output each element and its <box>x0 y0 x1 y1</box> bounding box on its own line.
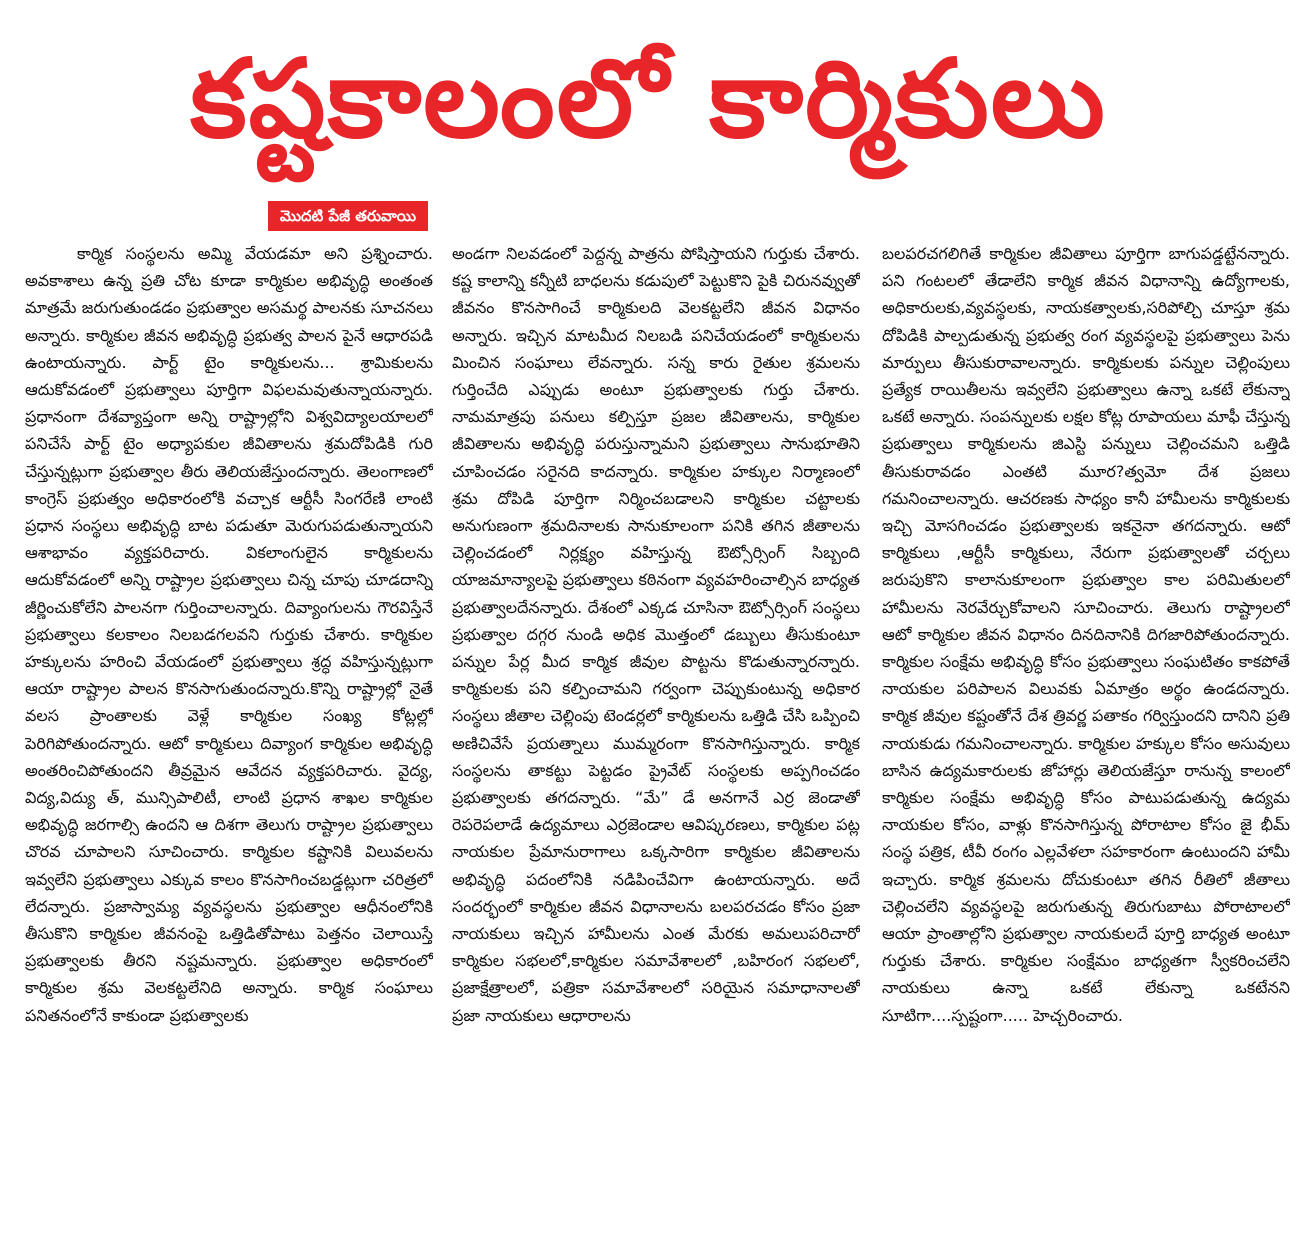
article-column-1 <box>25 240 433 1240</box>
column-text: బలపరచగలిగితే కార్మికుల జీవితాలు పూర్తిగా బాగుపడ్డట్టేనన్నారు. పని గంటలలో తేడాలేని కార్మిక జీవన విధానాన్ని ఉద్యోగాలకు, అధికారులకు,వ్యవస్థలకు, నాయకత్వాలకు,సరిపోల్చి చూస్తూ శ్రమ దోపిడికి పాల్పడుతున్న ప్రభుత్వ రంగ వ్యవస్థలపై ప్రభుత్వాలు పెను మార్పులు తీసుకురావాలన్నారు. కార్మికులకు పన్నుల చెల్లింపులు ప్రత్యేక రాయితీలను ఇవ్వలేని ప్రభుత్వాలు ఉన్నా ఒకటే లేకున్నా ఒకటే అన్నారు. సంపన్నులకు లక్షల కోట్ల రూపాయలు మాఫీ చేస్తున్న ప్రభుత్వాలు కార్మికులను జిఎస్టి పన్నులు చెల్లించమని ఒత్తిడి తీసుకురావడం ఎంతటి మూర?త్వమో దేశ ప్రజలు గమనించాలన్నారు. ఆచరణకు సాధ్యం కానీ హామీలను కార్మికులకు ఇచ్చి మోసగించడం ప్రభుత్వాలకు ఇకనైనా తగదన్నారు. ఆటో కార్మికులు ,ఆర్టీసీ కార్మికులు, నేరుగా ప్రభుత్వాలతో చర్చలు జరుపుకొని కాలానుకూలంగా ప్రభుత్వాల కాల పరిమితులలో హామీలను నెరవేర్చుకోవాలని సూచించారు. తెలుగు రాష్ట్రాలలో ఆటో కార్మికుల జీవన విధానం దినదినానికి దిగజారిపోతుందన్నారు. కార్మికుల సంక్షేమ అభివృద్ధి కోసం ప్రభుత్వాలు సంఘటితం కాకపోతే నాయకుల పరిపాలన విలువకు ఏమాత్రం అర్థం ఉండదన్నారు. కార్మిక జీవుల కష్టంతోనే దేశ త్రివర్ణ పతాకం గర్విస్తుందని దానిని ప్రతి నాయకుడు గమనించాలన్నారు. కార్మికుల హక్కుల కోసం అసువులు బాసిన ఉద్యమకారులకు జోహార్లు తెలియజేస్తూ రానున్న కాలంలో కార్మికుల సంక్షేమ అభివృద్ధి కోసం పాటుపడుతున్న ఉద్యమ నాయకుల కోసం, వాళ్లు కొనసాగిస్తున్న పోరాటాల కోసం జై భీమ్ సంస్థ పత్రిక, టీవీ రంగం ఎల్లవేళలా సహకారంగా ఉంటుందని హామీ ఇచ్చారు. కార్మిక శ్రమలను దోచుకుంటూ తగిన రీతిలో జీతాలు చెల్లించలేని వ్యవస్థలపై జరుగుతున్న తిరుగుబాటు పోరాటాలలో ఆయా ప్రాంతాల్లోని ప్రభుత్వాల నాయకులదే పూర్తి బాధ్యత అంటూ గుర్తుకు చేశారు. కార్మికుల సంక్షేమం బాధ్యతగా స్వీకరించలేని నాయకులు ఉన్నా ఒకటే లేకున్నా ఒకటేనని సూటిగా....స్పష్టంగా..... హెచ్చరించారు. <box>882 244 1290 1025</box>
headline: కష్టకాలంలో కార్మికులు <box>190 37 1107 162</box>
column-text: అండగా నిలవడంలో పెద్దన్న పాత్రను పోషిస్తాయని గుర్తుకు చేశారు. కష్ట కాలాన్ని కన్నీటి బాధలను కడుపులో పెట్టుకొని పైకి చిరునవ్వుతో జీవనం కొనసాగించే కార్మికులది వెలకట్టలేని జీవన విధానం అన్నారు. ఇచ్చిన మాటమీద నిలబడి పనిచేయడంలో కార్మికులను మించిన సంఘాలు లేవన్నారు. సన్న కారు రైతుల శ్రమలను గుర్తించేది ఎప్పుడు అంటూ ప్రభుత్వాలకు గుర్తు చేశారు. నామమాత్రపు పనులు కల్పిస్తూ ప్రజల జీవితాలను, కార్మికుల జీవితాలను అభివృద్ధి పరుస్తున్నామని ప్రభుత్వాలు సానుభూతిని చూపించడం సరైనది కాదన్నారు. కార్మికుల హక్కుల నిర్మాణంలో శ్రమ దోపిడి పూర్తిగా నిర్మించబడాలని కార్మికుల చట్టాలకు అనుగుణంగా శ్రమదినాలకు సానుకూలంగా పనికి తగిన జీతాలను చెల్లించడంలో నిర్లక్ష్యం వహిస్తున్న ఔట్సోర్సింగ్ సిబ్బంది యాజమాన్యాలపై ప్రభుత్వాలు కఠినంగా వ్యవహరించాల్సిన బాధ్యత ప్రభుత్వాలదేనన్నారు. దేశంలో ఎక్కడ చూసినా ఔట్సోర్సింగ్ సంస్థలు ప్రభుత్వాల దగ్గర నుండి అధిక మొత్తంలో డబ్బులు తీసుకుంటూ పన్నుల పేర్ల మీద కార్మిక జీవుల పొట్టను కొడుతున్నారన్నారు. కార్మికులకు పని కల్పించామని గర్వంగా చెప్పుకుంటున్న అధికార సంస్థలు జీతాల చెల్లింపు టెండర్లలో కార్మికులను ఒత్తిడి చేసి ఒప్పించి అణిచివేసే ప్రయత్నాలు ముమ్మరంగా కొనసాగిస్తున్నారు. కార్మిక సంస్థలను తాకట్టు పెట్టడం ప్రైవేట్ సంస్థలకు అప్పగించడం ప్రభుత్వాలకు తగదన్నారు. “మే” డే అనగానే ఎర్ర జెండాతో రెపరెపలాడే ఉద్యమాలు ఎర్రజెండాల ఆవిష్కరణలు, కార్మికుల పట్ల నాయకుల ప్రేమానురాగాలు ఒక్కసారిగా కార్మికుల జీవితాలను అభివృద్ధి పదంలోనికి నడిపించేవిగా ఉంటాయన్నారు. అదే సందర్భంలో కార్మికుల జీవన విధానాలను బలపరచడం కోసం ప్రజా నాయకులు ఇచ్చిన హామీలను ఎంత మేరకు అమలుపరిచారో కార్మికుల సభలలో,కార్మికుల సమావేశాలలో ,బహిరంగ సభలలో, ప్రజాక్షేత్రాలలో, పత్రికా సమావేశాలలో సరియైన సమాధానాలతో ప్రజా నాయకులు ఆధారాలను <box>452 244 860 1025</box>
article-column-2 <box>452 240 860 1240</box>
continued-label: మొదటి పేజీ తరువాయి <box>268 201 428 231</box>
article-column-3 <box>882 240 1290 1240</box>
column-text: కార్మిక సంస్థలను అమ్మి వేయడమా అని ప్రశ్నించారు. అవకాశాలు ఉన్న ప్రతి చోట కూడా కార్మికుల అభివృద్ధి అంతంత మాత్రమే జరుగుతుండడం ప్రభుత్వాల అసమర్థ పాలనకు సూచనలు అన్నారు. కార్మికుల జీవన అభివృద్ధి ప్రభుత్వ పాలన పైనే ఆధారపడి ఉంటాయన్నారు. పార్ట్ టైం కార్మికులను... శ్రామికులను ఆదుకోవడంలో ప్రభుత్వాలు పూర్తిగా విఫలమవుతున్నాయన్నారు. ప్రధానంగా దేశవ్యాప్తంగా అన్ని రాష్ట్రాల్లోని విశ్వవిద్యాలయాలలో పనిచేసే పార్ట్ టైం అధ్యాపకుల జీవితాలను శ్రమదోపిడికి గురి చేస్తున్నట్లుగా ప్రభుత్వాల తీరు తెలియజేస్తుందన్నారు. తెలంగాణలో కాంగ్రెస్ ప్రభుత్వం అధికారంలోకి వచ్చాక ఆర్టీసీ సింగరేణి లాంటి ప్రధాన సంస్థలు అభివృద్ధి బాట పడుతూ మెరుగుపడుతున్నాయని ఆశాభావం వ్యక్తపరిచారు. వికలాంగులైన కార్మికులను ఆదుకోవడంలో అన్ని రాష్ట్రాల ప్రభుత్వాలు చిన్న చూపు చూడదాన్ని జీర్ణించుకోలేని పాలనగా గుర్తించాలన్నారు. దివ్యాంగులను గౌరవిస్తేనే ప్రభుత్వాలు కలకాలం నిలబడగలవని గుర్తుకు చేశారు. కార్మికుల హక్కులను హరించి వేయడంలో ప్రభుత్వాలు శ్రద్ధ వహిస్తున్నట్లుగా ఆయా రాష్ట్రాల పాలన కొనసాగుతుందన్నారు.కొన్ని రాష్ట్రాల్లో నైతే వలస ప్రాంతాలకు వెళ్లే కార్మికుల సంఖ్య కోట్లల్లో పెరిగిపోతుందన్నారు. ఆటో కార్మికులు దివ్యాంగ కార్మికుల అభివృద్ధి అంతరించిపోతుందని తీవ్రమైన ఆవేదన వ్యక్తపరిచారు. వైద్య, విద్య,విద్యు త్, మున్సిపాలిటీ, లాంటి ప్రధాన శాఖల కార్మికుల అభివృద్ధి జరగాల్సి ఉందని ఆ దిశగా తెలుగు రాష్ట్రాల ప్రభుత్వాలు చొరవ చూపాలని సూచించారు. కార్మికుల కష్టానికి విలువలను ఇవ్వలేని ప్రభుత్వాలు ఎక్కువ కాలం కొనసాగించబడ్డట్లుగా చరిత్రలో లేదన్నారు. ప్రజాస్వామ్య వ్యవస్థలను ప్రభుత్వాల ఆధీనంలోనికి తీసుకొని కార్మికుల జీవనంపై ఒత్తిడితోపాటు పెత్తనం చెలాయిస్తే ప్రభుత్వాలకు తీరని నష్టమన్నారు. ప్రభుత్వాల అధికారంలో కార్మికుల శ్రమ వెలకట్టలేనిది అన్నారు. కార్మిక సంఘాలు పనితనంలోనే కాకుండా ప్రభుత్వాలకు <box>25 244 433 1025</box>
